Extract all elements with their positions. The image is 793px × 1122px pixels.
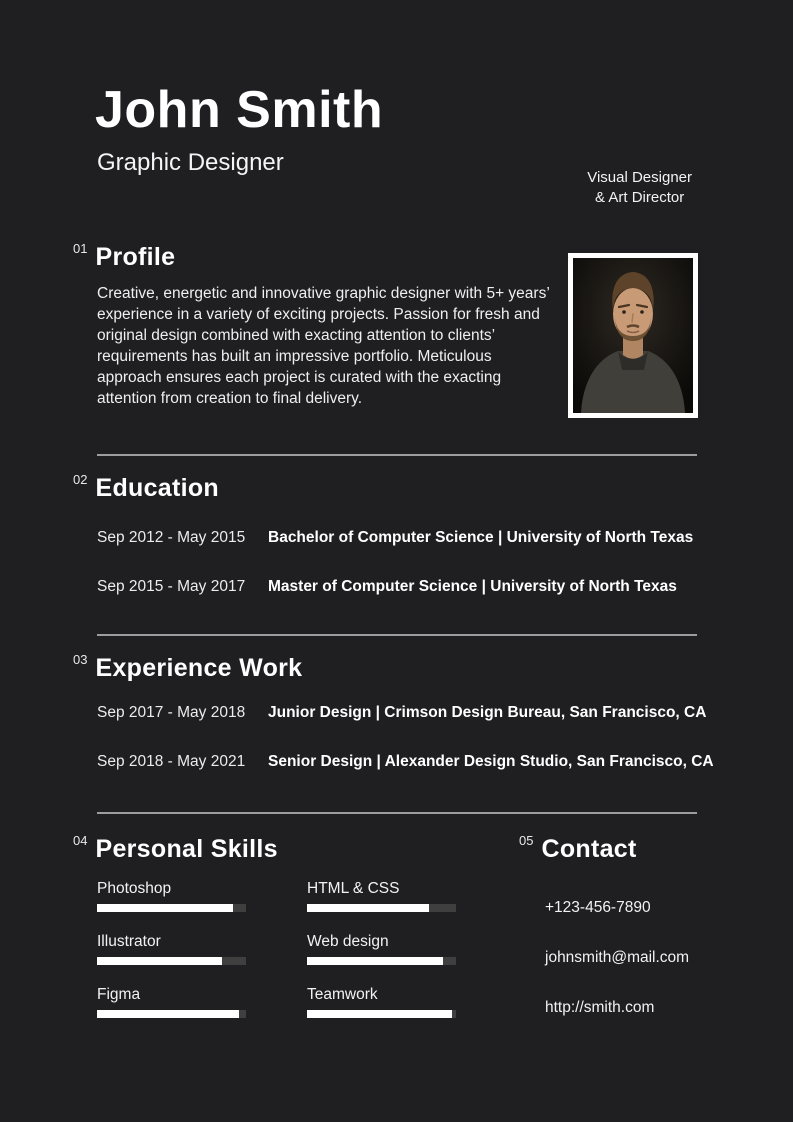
contact-item[interactable]: johnsmith@mail.com (545, 949, 690, 966)
contact-item[interactable]: +123-456-7890 (545, 899, 651, 916)
skill-bar-fill (97, 904, 233, 912)
profile-paragraph: Creative, energetic and innovative graphic designer with 5+ years’ experience in a variety of exciting projects. Passion for fresh and original design combined with exacting attention to clients’ requirements has built an impressive portfolio. Meticulous approach ensures each project is curated with the exacting attention from creation to final delivery. (97, 285, 550, 407)
experience-row (97, 702, 717, 723)
contact-list (545, 897, 689, 1047)
section-divider (97, 634, 697, 636)
section-title: Profile (95, 243, 176, 271)
section-title: Education (95, 474, 220, 502)
skill-bar-fill (97, 957, 222, 965)
skill-item (307, 931, 456, 965)
contact-item[interactable]: http://smith.com (545, 999, 655, 1016)
skill-name: Figma (97, 986, 141, 1003)
section-divider (97, 454, 697, 456)
experience-row (97, 751, 717, 772)
portrait-illustration (573, 258, 693, 413)
section-heading-education (73, 474, 219, 503)
section-heading-experience (73, 654, 302, 683)
education-row (97, 576, 717, 597)
skill-bar-track (97, 904, 246, 912)
section-title: Personal Skills (95, 835, 278, 863)
skill-item (307, 984, 456, 1018)
skill-bar-fill (307, 1010, 452, 1018)
row-period: Sep 2015 - May 2017 (97, 578, 246, 595)
row-period: Sep 2018 - May 2021 (97, 753, 246, 770)
skill-bar-fill (307, 957, 443, 965)
skill-bar-track (307, 904, 456, 912)
skill-name: Photoshop (97, 880, 172, 897)
section-number: 03 (73, 652, 88, 667)
name-heading: John Smith (95, 81, 384, 139)
skill-bar-track (97, 1010, 246, 1018)
tagline-line1: Visual Designer (587, 169, 692, 186)
skills-column-1 (97, 878, 246, 1037)
row-detail: Bachelor of Computer Science | University of North Texas (268, 529, 694, 546)
section-heading-profile (73, 243, 175, 272)
skill-name: Illustrator (97, 933, 161, 950)
skill-name: Web design (307, 933, 389, 950)
skill-bar-fill (307, 904, 429, 912)
row-detail: Junior Design | Crimson Design Bureau, San Francisco, CA (268, 704, 707, 721)
skill-item (307, 878, 456, 912)
section-number: 05 (519, 833, 534, 848)
skill-name: Teamwork (307, 986, 378, 1003)
skill-bar-track (97, 957, 246, 965)
skill-bar-track (307, 1010, 456, 1018)
section-number: 02 (73, 472, 88, 487)
skill-bar-track (307, 957, 456, 965)
row-detail: Master of Computer Science | University of North Texas (268, 578, 677, 595)
row-period: Sep 2017 - May 2018 (97, 704, 246, 721)
skill-bar-fill (97, 1010, 239, 1018)
profile-photo (568, 253, 698, 418)
education-rows (97, 527, 717, 625)
experience-rows (97, 702, 717, 800)
section-title: Experience Work (95, 654, 303, 682)
section-title: Contact (541, 835, 637, 863)
skill-item (97, 984, 246, 1018)
education-row (97, 527, 717, 548)
section-number: 01 (73, 241, 88, 256)
section-heading-skills (73, 835, 278, 864)
skill-item (97, 878, 246, 912)
section-divider (97, 812, 697, 814)
section-number: 04 (73, 833, 88, 848)
role-subtitle: Graphic Designer (97, 149, 284, 176)
row-period: Sep 2012 - May 2015 (97, 529, 246, 546)
section-heading-contact (519, 835, 637, 864)
row-detail: Senior Design | Alexander Design Studio, San Francisco, CA (268, 753, 714, 770)
skill-name: HTML & CSS (307, 880, 400, 897)
tagline-line2: & Art Director (595, 189, 685, 206)
tagline (587, 168, 692, 208)
skill-item (97, 931, 246, 965)
skills-column-2 (307, 878, 456, 1037)
